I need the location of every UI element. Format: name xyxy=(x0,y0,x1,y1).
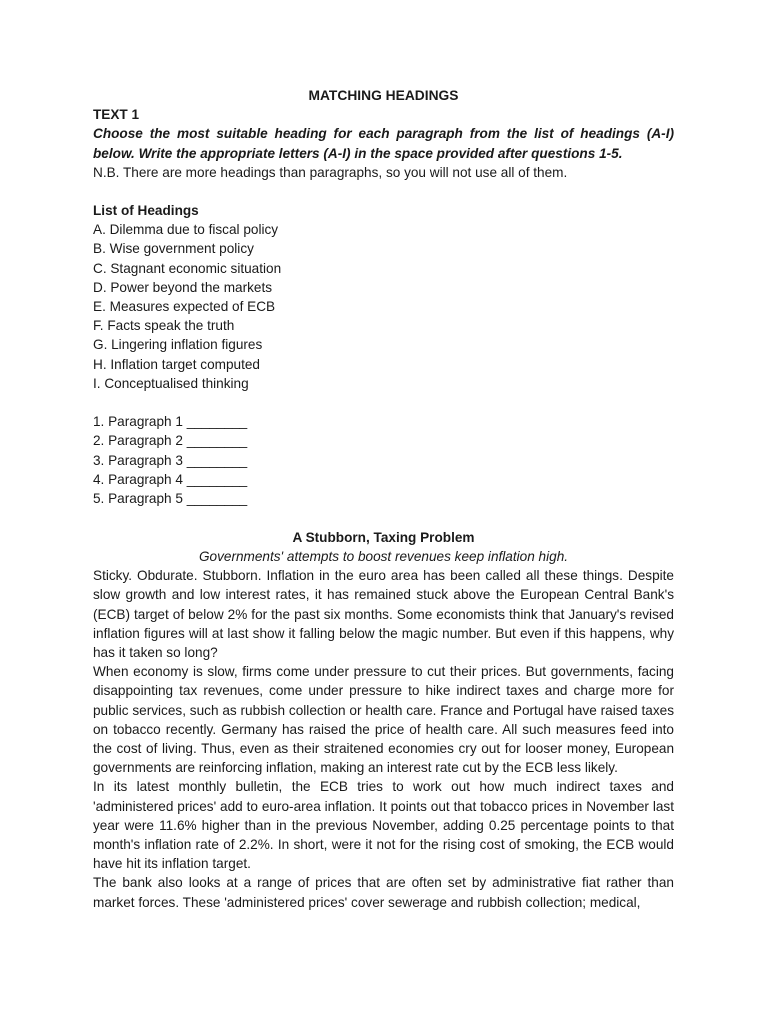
heading-item: F. Facts speak the truth xyxy=(93,318,235,334)
document-body xyxy=(93,86,674,912)
question-item: 1. Paragraph 1 ________ xyxy=(93,414,248,430)
article-paragraph-1: Sticky. Obdurate. Stubborn. Inflation in the euro area has been called all these things. Despite slow growth and low interest rates, it has remained stuck above the European Central Bank's (ECB) target of below 2% for the past six months. Some economists think that January's revised inflation figures will at last show it falling below the magic number. But even if this happens, why has it taken so long? xyxy=(93,568,674,660)
heading-item: I. Conceptualised thinking xyxy=(93,375,249,391)
article-paragraph-2: When economy is slow, firms come under pressure to cut their prices. But governments, facing disappointing tax revenues, come under pressure to hike indirect taxes and charge more for public services, such as rubbish collection or health care. France and Portugal have raised taxes on tobacco recently. Germany has raised the price of health care. All such measures feed into the cost of living. Thus, even as their straitened economies cry out for looser money, European governments are reinforcing inflation, making an interest rate cut by the ECB less likely. xyxy=(93,664,674,776)
question-list xyxy=(93,412,674,508)
question-item: 5. Paragraph 5 ________ xyxy=(93,491,248,507)
article-subtitle: Governments' attempts to boost revenues keep inflation high. xyxy=(198,548,569,564)
headings-list xyxy=(93,220,674,393)
instructions: Choose the most suitable heading for each paragraph from the list of headings (A-I) below. Write the appropriate letters (A-I) in the space provided after questions 1-5. xyxy=(93,126,674,161)
page-title: MATCHING HEADINGS xyxy=(308,88,459,103)
article-title: A Stubborn, Taxing Problem xyxy=(292,529,475,545)
question-item: 2. Paragraph 2 ________ xyxy=(93,433,248,449)
heading-item: D. Power beyond the markets xyxy=(93,279,273,295)
heading-item: B. Wise government policy xyxy=(93,241,254,257)
text-label: TEXT 1 xyxy=(93,107,140,123)
article-paragraph-4: The bank also looks at a range of prices that are often set by administrative fiat rather than market forces. These 'administered prices' cover sewerage and rubbish collection; medical, xyxy=(93,875,674,910)
heading-item: A. Dilemma due to fiscal policy xyxy=(93,222,279,238)
article-paragraph-3: In its latest monthly bulletin, the ECB tries to work out how much indirect taxes and 'administered prices' add to euro-area inflation. It points out that tobacco prices in November last year were 11.6% higher than in the previous November, adding 0.25 percentage points to that month's inflation rate of 2.2%. In short, were it not for the rising cost of smoking, the ECB would have hit its inflation target. xyxy=(93,779,674,872)
heading-item: E. Measures expected of ECB xyxy=(93,299,276,315)
question-item: 3. Paragraph 3 ________ xyxy=(93,452,248,468)
heading-item: H. Inflation target computed xyxy=(93,356,260,372)
question-item: 4. Paragraph 4 ________ xyxy=(93,471,248,487)
note: N.B. There are more headings than paragraphs, so you will not use all of them. xyxy=(93,164,568,180)
headings-title: List of Headings xyxy=(93,203,199,219)
heading-item: C. Stagnant economic situation xyxy=(93,260,282,276)
heading-item: G. Lingering inflation figures xyxy=(93,337,263,353)
